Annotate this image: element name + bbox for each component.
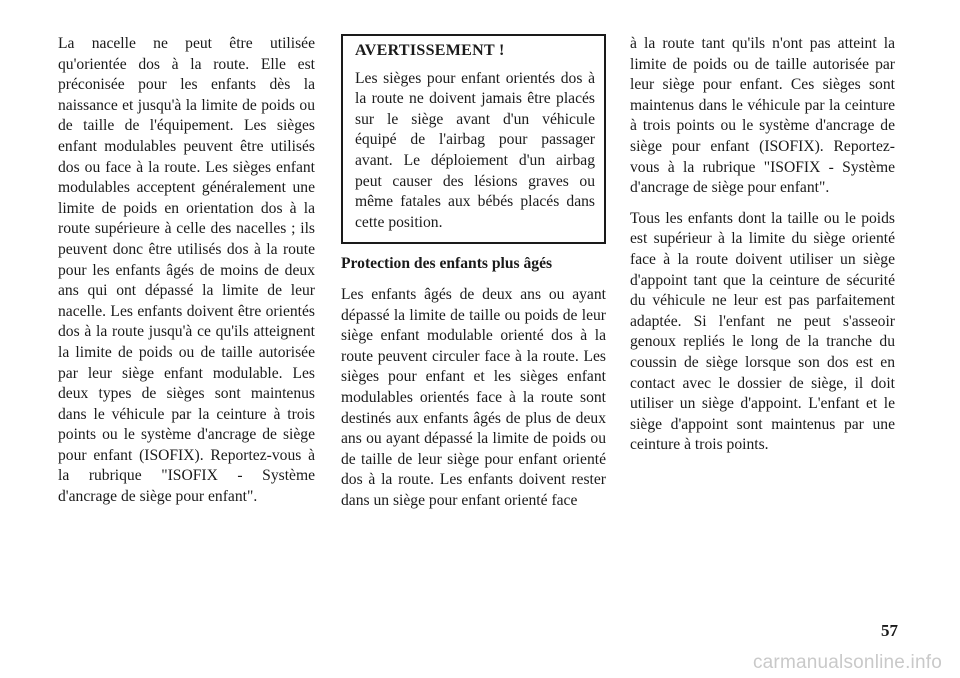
page-number: 57: [881, 621, 898, 640]
body-paragraph: La nacelle ne peut être utilisée qu'orientée dos à la route. Elle est préconisée pour les enfants dès la naissance et jusqu'à la limite de poids ou de taille de l'équipement. Les sièges enfant modulables peuvent être utilisés dos ou face à la route. Les sièges enfant modulables acceptent généralement une limite de poids en orientation dos à la route supérieure à celle des nacelles ; ils peuvent donc être utilisés dos à la route pour les enfants âgés de moins de deux ans qui ont dépassé la limite de leur nacelle. Les enfants doivent être orientés dos à la route jusqu'à ce qu'ils atteignent la limite de poids ou de taille autorisée par leur siège enfant modulable. Les deux types de sièges sont maintenus dans le véhicule par la ceinture à trois points ou le système d'ancrage de siège pour enfant (ISOFIX). Reportez-vous à la rubrique "ISOFIX - Système d'ancrage de siège pour enfant".: [58, 35, 315, 506]
section-heading: Protection des enfants plus âgés: [341, 255, 553, 273]
body-paragraph: à la route tant qu'ils n'ont pas atteint la limite de poids ou de taille autorisée par leur siège pour enfant. Ces sièges sont maintenus dans le véhicule par la ceinture à trois points ou le système d'ancrage de siège pour enfant (ISOFIX). Reportez-vous à la rubrique "ISOFIX - Système d'ancrage de siège pour enfant".: [630, 35, 895, 197]
warning-text: Les sièges pour enfant orientés dos à la route ne doivent jamais être placés sur le siège avant d'un véhicule équipé de l'airbag pour passager avant. Le déploiement d'un airbag peut causer des lésions graves ou même fatales aux bébés placés dans cette position.: [355, 69, 595, 231]
column-right: [630, 34, 895, 466]
warning-box: [341, 34, 606, 244]
warning-title: AVERTISSEMENT !: [355, 42, 505, 59]
body-paragraph: Les enfants âgés de deux ans ou ayant dépassé la limite de taille ou poids de leur siège enfant modulable orienté dos à la route peuvent circuler face à la route. Les sièges pour enfant et les sièges enfant modulables orientés face à la route sont destinés aux enfants âgés de plus de deux ans ou ayant dépassé la limite de poids ou de taille de leur siège pour enfant orienté dos à la route. Les enfants doivent rester dans un siège pour enfant orienté face: [341, 285, 606, 509]
column-middle: [341, 34, 606, 521]
watermark: carmanualsonline.info: [752, 652, 942, 673]
body-paragraph: Tous les enfants dont la taille ou le poids est supérieur à la limite du siège orienté face à la route doivent utiliser un siège d'appoint tant que la ceinture de sécurité du véhicule ne leur est pas parfaitement adaptée. Si l'enfant ne peut s'asseoir genoux repliés le long de la tranche du coussin de siège lorsque son dos est en contact avec le dossier de siège, il doit utiliser un siège d'appoint. L'enfant et le siège d'appoint sont maintenus par une ceinture à trois points.: [630, 209, 895, 454]
column-left: [58, 34, 315, 518]
